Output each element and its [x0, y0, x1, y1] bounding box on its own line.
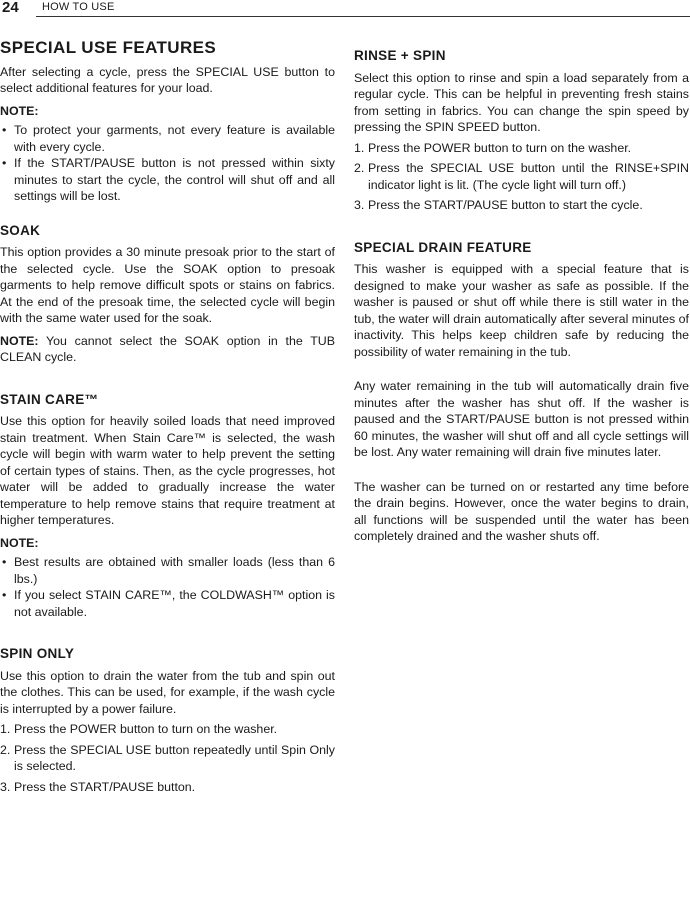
page-number: 24: [2, 0, 19, 16]
rinse-spin-steps: [354, 140, 689, 214]
stain-care-title: STAIN CARE™: [0, 391, 99, 407]
list-item: • Best results are obtained with smaller loads (less than 6 lbs.): [0, 554, 335, 587]
section-title: HOW TO USE: [42, 1, 115, 13]
stain-care-section: [0, 392, 335, 621]
special-drain-paragraph: Any water remaining in the tub will automatically drain five minutes after the washer has shut off. If the washer is paused and the START/PAUSE button is not pressed within 60 minutes, the washer will shut off and all cycle settings will be lost. Any water remaining will drain five minutes later.: [354, 379, 689, 459]
special-use-notes: [0, 122, 335, 205]
special-use-title: SPECIAL USE FEATURES: [0, 38, 217, 57]
special-use-intro: After selecting a cycle, press the SPECIAL USE button to select additional features for your load.: [0, 64, 335, 95]
step-text: Press the START/PAUSE button.: [14, 779, 196, 794]
spin-only-title: SPIN ONLY: [0, 646, 75, 661]
stain-care-body: Use this option for heavily soiled loads that need improved stain treatment. When Stain Care™ is selected, the wash cycle will begin with warm water to help prevent the setting of certain types of stains. Then, as the cycle progresses, hot water will be added to gradually increase the water temperature to help remove stains that require treatment at higher temperatures.: [0, 414, 335, 527]
spin-only-section: [0, 646, 335, 795]
soak-note-text: You cannot select the SOAK option in the TUB CLEAN cycle.: [0, 333, 335, 364]
step-text: Press the POWER button to turn on the washer.: [368, 140, 632, 155]
step-text: Press the START/PAUSE button to start the cycle.: [368, 198, 643, 212]
special-use-section: [0, 40, 335, 205]
rinse-spin-body: Select this option to rinse and spin a load separately from a regular cycle. This can be helpful in preventing fresh stains from setting in fabrics. You can change the spin speed by pressing the SPIN SPEED button.: [354, 70, 689, 134]
step-number: 2.: [354, 161, 365, 175]
rinse-spin-title: RINSE + SPIN: [354, 48, 446, 63]
list-item: [0, 721, 335, 738]
step-number: 3.: [354, 198, 365, 212]
list-item: [354, 197, 689, 214]
special-drain-section: [354, 240, 689, 545]
special-drain-title: SPECIAL DRAIN FEATURE: [354, 239, 532, 255]
rinse-spin-section: [354, 48, 689, 214]
step-text: Press the SPECIAL USE button until the RINSE+SPIN indicator light is lit. (The cycle light will turn off.): [368, 161, 689, 192]
list-item: • If the START/PAUSE button is not pressed within sixty minutes to start the cycle, the control will shut off and all settings will be lost.: [0, 155, 335, 205]
stain-care-note-label: NOTE:: [0, 535, 39, 550]
soak-title: SOAK: [0, 222, 41, 238]
list-item: [0, 742, 335, 775]
list-item: [354, 140, 689, 157]
list-item: [354, 160, 689, 193]
step-text: Press the POWER button to turn on the washer.: [14, 722, 278, 736]
step-number: 1.: [354, 140, 365, 155]
list-item: [0, 779, 335, 796]
soak-section: [0, 223, 335, 366]
special-drain-paragraph: The washer can be turned on or restarted any time before the drain begins. However, once the water begins to drain, all functions will be suspended until the water has been completely drained and the washer shuts off.: [354, 479, 689, 543]
list-item: • To protect your garments, not every feature is available with every cycle.: [0, 122, 335, 155]
soak-note-label: NOTE:: [0, 333, 39, 348]
spin-only-body: Use this option to drain the water from the tub and spin out the clothes. This can be used, for example, if the wash cycle is interrupted by a power failure.: [0, 668, 335, 716]
soak-body: This option provides a 30 minute presoak prior to the start of the selected cycle. Use the SOAK option to presoak garments to help remove difficult spots or stains on fabrics. At the end of the presoak time, the selected cycle will begin with the same water used for the soak.: [0, 245, 335, 325]
header-divider: [36, 16, 690, 17]
step-text: Press the SPECIAL USE button repeatedly until Spin Only is selected.: [14, 742, 335, 773]
stain-care-notes: [0, 554, 335, 620]
special-drain-paragraph: This washer is equipped with a special feature that is designed to make your washer as safe as possible. If the washer is paused or shut off while there is still water in the tub, the water will drain automatically after several minutes of inactivity. This helps keep children safe by reducing the possibility of water remaining in the tub.: [354, 262, 689, 359]
soak-note: [0, 333, 335, 366]
special-use-note-label: NOTE:: [0, 103, 39, 118]
left-column: [0, 40, 335, 795]
step-number: 1.: [0, 722, 11, 736]
spin-only-steps: [0, 721, 335, 795]
page-header: [0, 0, 690, 18]
step-number: 3.: [0, 779, 11, 794]
step-number: 2.: [0, 742, 11, 757]
list-item: • If you select STAIN CARE™, the COLDWASH™ option is not available.: [0, 587, 335, 620]
right-column: [354, 48, 689, 545]
